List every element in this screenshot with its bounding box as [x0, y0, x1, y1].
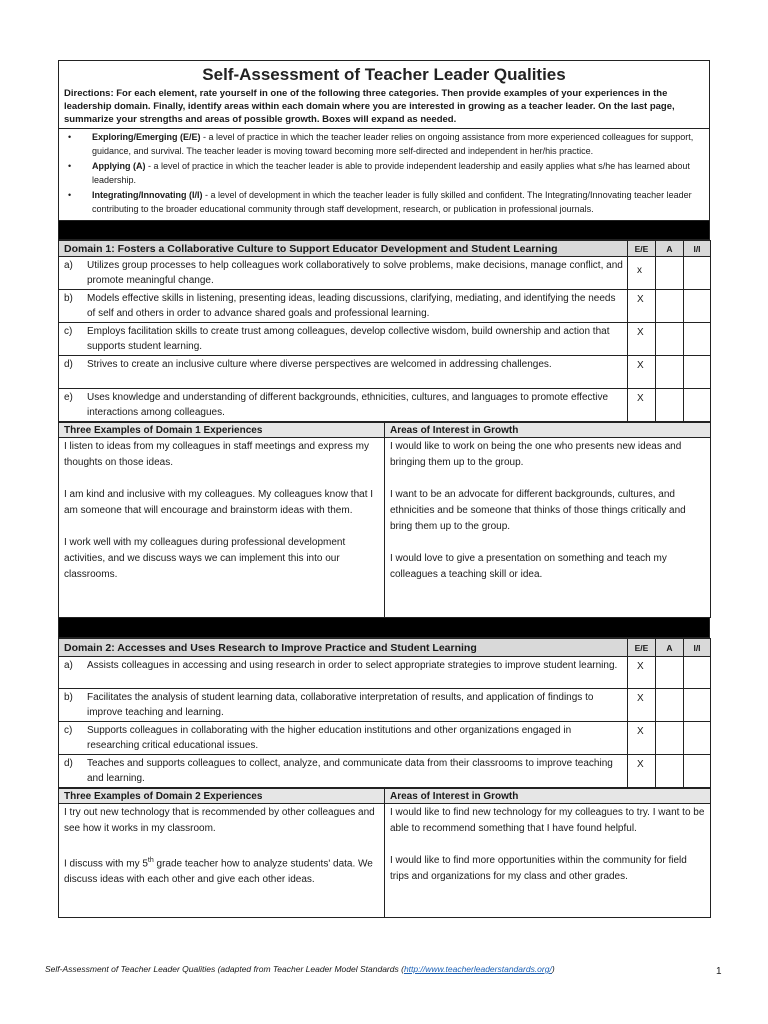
domain2-exp-header	[59, 789, 711, 804]
rating-ii-cell[interactable]	[684, 290, 711, 323]
growth-1: I would like to find new technology for my colleagues to try. I want to be able to recommend something that I have found helpful.	[390, 807, 705, 834]
item-text: Employs facilitation skills to create trust among colleagues, develop collective wisdom, build ownership and action that supports student learning.	[87, 326, 610, 352]
col-ii: I/I	[684, 241, 711, 257]
domain1-item-d	[59, 356, 711, 389]
domain1-experiences-table	[58, 422, 711, 618]
footer-text: Self-Assessment of Teacher Leader Qualities (adapted from Teacher Leader Model Standards (	[45, 964, 404, 974]
domain1-header	[59, 241, 711, 257]
rating-a-cell[interactable]	[656, 257, 684, 290]
item-letter: c)	[64, 725, 73, 736]
rating-a-cell[interactable]	[656, 323, 684, 356]
rating-ee-cell[interactable]: X	[628, 356, 656, 389]
rating-a-cell[interactable]	[656, 755, 684, 788]
item-letter: b)	[64, 692, 73, 703]
rating-ee-cell[interactable]: X	[628, 722, 656, 755]
item-letter: e)	[64, 392, 73, 403]
growth-header: Areas of Interest in Growth	[385, 789, 711, 804]
domain2-item-d	[59, 755, 711, 788]
rating-a-cell[interactable]	[656, 389, 684, 422]
domain2-item-c	[59, 722, 711, 755]
item-letter: b)	[64, 293, 73, 304]
item-letter: c)	[64, 326, 73, 337]
rating-levels	[59, 129, 709, 221]
rating-ee-cell[interactable]: x	[628, 257, 656, 290]
page-number: 1	[716, 966, 722, 977]
domain2-experiences-table	[58, 788, 711, 918]
item-text: Teaches and supports colleagues to collect, analyze, and communicate data from their classrooms to improve teaching and learning.	[87, 758, 613, 784]
growth-cell[interactable]	[385, 438, 711, 618]
assessment-form	[58, 60, 710, 918]
rating-ii-cell[interactable]	[684, 323, 711, 356]
example-3: I work well with my colleagues during professional development activities, and we discuss ways we can implement this into our classrooms.	[64, 537, 346, 580]
domain2-title: Domain 2: Accesses and Uses Research to Improve Practice and Student Learning	[59, 639, 628, 657]
level-applying	[64, 160, 704, 187]
directions-text: Directions: For each element, rate yourself in one of the following three categories. Then provide examples of your experiences in the leadership domain. Finally, identify areas within each domain where you are interested in growing as a teacher leader. On the last page, summarize your strengths and areas of possible growth. Boxes will expand as needed.	[64, 88, 675, 125]
rating-ee-cell[interactable]: X	[628, 657, 656, 689]
rating-ee-cell[interactable]: X	[628, 389, 656, 422]
item-letter: a)	[64, 260, 73, 271]
col-ii: I/I	[684, 639, 711, 657]
level-exploring	[64, 131, 704, 158]
rating-ee-cell[interactable]: X	[628, 323, 656, 356]
section-divider	[59, 221, 709, 240]
footer-link[interactable]: http://www.teacherleaderstandards.org/	[403, 964, 552, 974]
item-text: Models effective skills in listening, presenting ideas, leading discussions, clarifying, mediating, and identifying the needs of self and others in order to advance shared goals and professional learning.	[87, 293, 616, 319]
level-name: Integrating/Innovating (I/I)	[92, 190, 203, 200]
col-ee: E/E	[628, 241, 656, 257]
rating-ii-cell[interactable]	[684, 722, 711, 755]
level-description: - a level of practice in which the teacher leader relies on ongoing assistance from more experienced colleagues for support, guidance, and survival. The teacher leader is moving toward becoming more self-directed and independent in her/his practice.	[92, 132, 694, 156]
domain2-header	[59, 639, 711, 657]
rating-ii-cell[interactable]	[684, 755, 711, 788]
domain1-item-b	[59, 290, 711, 323]
rating-ii-cell[interactable]	[684, 356, 711, 389]
growth-cell[interactable]	[385, 804, 711, 918]
domain1-exp-body	[59, 438, 711, 618]
level-description: - a level of development in which the teacher leader is fully skilled and confident. The Integrating/Innovating teacher leader contributing to the broader educational community through staff development, research, or publication in professional journals.	[92, 190, 692, 214]
level-integrating	[64, 189, 704, 216]
domain2-exp-body	[59, 804, 711, 918]
item-text: Uses knowledge and understanding of different backgrounds, ethnicities, cultures, and languages to promote effective interactions among colleagues.	[87, 392, 609, 418]
domain1-item-a	[59, 257, 711, 290]
domain1-item-e	[59, 389, 711, 422]
example-2: I discuss with my 5th grade teacher how to analyze students' data. We discuss ideas with each other and give each other ideas.	[64, 857, 373, 886]
domain1-exp-header	[59, 423, 711, 438]
item-text: Facilitates the analysis of student learning data, collaborative interpretation of results, and application of findings to improve teaching and learning.	[87, 692, 594, 718]
form-box	[58, 60, 710, 240]
rating-ee-cell[interactable]: X	[628, 689, 656, 722]
page-title: Self-Assessment of Teacher Leader Qualities	[202, 65, 566, 84]
level-name: Exploring/Emerging (E/E)	[92, 132, 201, 142]
examples-header: Three Examples of Domain 1 Experiences	[59, 423, 385, 438]
domain1-table	[58, 240, 711, 422]
item-letter: d)	[64, 758, 73, 769]
title-block	[59, 61, 709, 129]
examples-cell[interactable]	[59, 804, 385, 918]
rating-ii-cell[interactable]	[684, 389, 711, 422]
level-name: Applying (A)	[92, 161, 146, 171]
item-letter: d)	[64, 359, 73, 370]
bullet-icon: •	[68, 132, 72, 142]
item-text: Supports colleagues in collaborating with the higher education institutions and other organizations engaged in researching critical educational issues.	[87, 725, 572, 751]
level-description: - a level of practice in which the teacher leader is able to provide independent leadership and easily applies what s/he has learned about leadership.	[92, 161, 690, 185]
rating-ii-cell[interactable]	[684, 657, 711, 689]
col-ee: E/E	[628, 639, 656, 657]
examples-header: Three Examples of Domain 2 Experiences	[59, 789, 385, 804]
bullet-icon: •	[68, 190, 72, 200]
rating-a-cell[interactable]	[656, 657, 684, 689]
rating-a-cell[interactable]	[656, 722, 684, 755]
example-1: I try out new technology that is recommended by other colleagues and see how it works in my classroom.	[64, 807, 375, 834]
example-2: I am kind and inclusive with my colleagues. My colleagues know that I am someone that will encourage and brainstorm ideas with them.	[64, 489, 374, 516]
growth-header: Areas of Interest in Growth	[385, 423, 711, 438]
bullet-icon: •	[68, 161, 72, 171]
item-text: Strives to create an inclusive culture where diverse perspectives are welcomed in addressing challenges.	[87, 359, 552, 370]
rating-ee-cell[interactable]: X	[628, 290, 656, 323]
domain2-item-a	[59, 657, 711, 689]
rating-ee-cell[interactable]: X	[628, 755, 656, 788]
growth-2: I want to be an advocate for different backgrounds, cultures, and ethnicities and be someone that thinks of those things critically and bring them up to the group.	[390, 489, 686, 532]
rating-a-cell[interactable]	[656, 290, 684, 323]
rating-a-cell[interactable]	[656, 689, 684, 722]
domain1-item-c	[59, 323, 711, 356]
examples-cell[interactable]	[59, 438, 385, 618]
domain2-table	[58, 638, 711, 788]
section-divider	[58, 618, 710, 638]
growth-2: I would like to find more opportunities within the community for field trips and organizations for my class and other grades.	[390, 855, 687, 882]
footer: Self-Assessment of Teacher Leader Qualities (adapted from Teacher Leader Model Standards (http://www.teacherleaderstandards.org/)	[45, 964, 555, 974]
col-a: A	[656, 639, 684, 657]
item-text: Assists colleagues in accessing and using research in order to select appropriate strategies to improve student learning.	[87, 660, 618, 671]
example-1: I listen to ideas from my colleagues in staff meetings and express my thoughts on those ideas.	[64, 441, 369, 468]
rating-ii-cell[interactable]	[684, 689, 711, 722]
item-text: Utilizes group processes to help colleagues work collaboratively to solve problems, make decisions, manage conflict, and promote meaningful change.	[87, 260, 623, 286]
item-letter: a)	[64, 660, 73, 671]
growth-1: I would like to work on being the one who presents new ideas and bringing them up to the group.	[390, 441, 682, 468]
domain2-item-b	[59, 689, 711, 722]
domain1-title: Domain 1: Fosters a Collaborative Culture to Support Educator Development and Student Learning	[59, 241, 628, 257]
growth-3: I would love to give a presentation on something and teach my colleagues a teaching skill or idea.	[390, 553, 667, 580]
rating-a-cell[interactable]	[656, 356, 684, 389]
rating-ii-cell[interactable]	[684, 257, 711, 290]
col-a: A	[656, 241, 684, 257]
